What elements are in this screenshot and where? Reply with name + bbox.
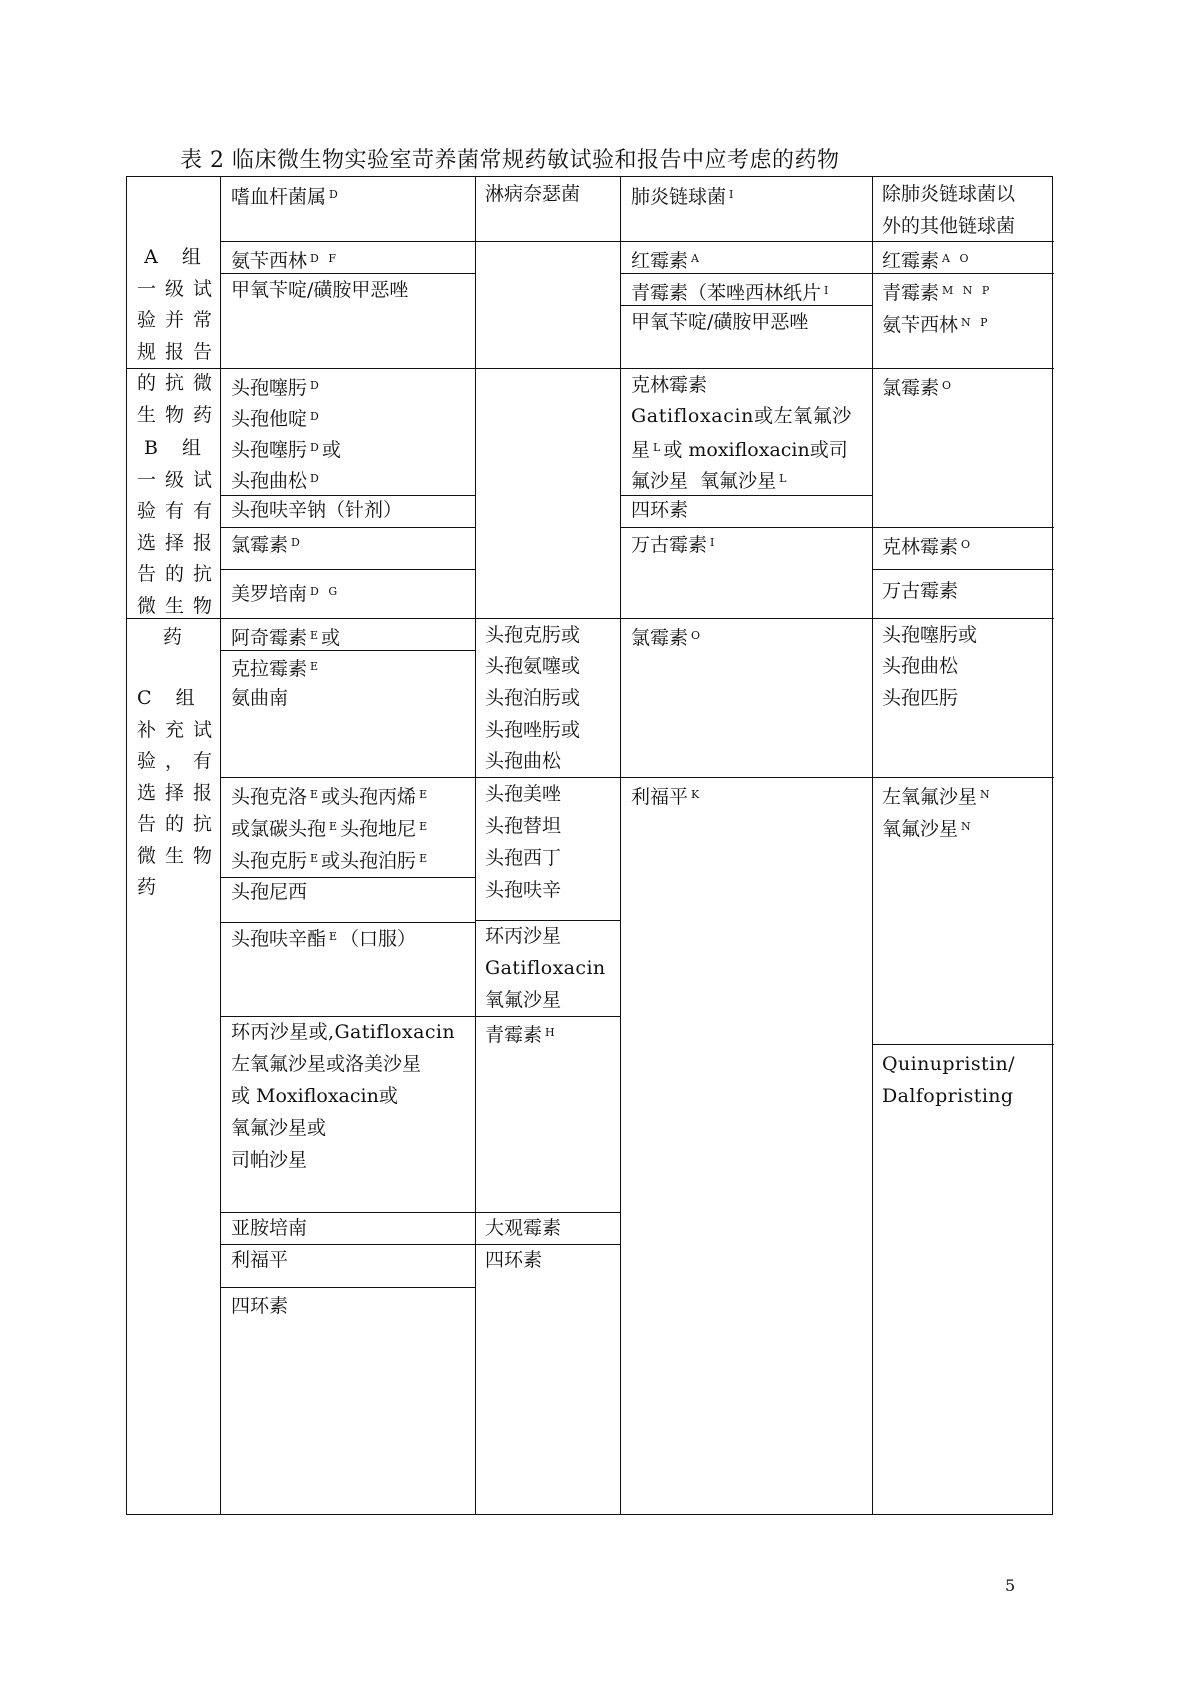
- drug-entry: 头孢噻肟 $^D$或: [231, 439, 341, 461]
- drug-entry: 克林霉素: [631, 374, 708, 396]
- drug-entry: 或氯碳头孢 $^E$头孢地尼 $^E$: [231, 818, 431, 840]
- drug-entry: 左氧氟沙星或洛美沙星: [231, 1053, 422, 1075]
- drug-entry: 头孢呋辛酯 $^E$（口服）: [231, 928, 417, 950]
- drug-entry: 美罗培南 $^{D G}$: [231, 583, 341, 605]
- drug-entry: 头孢西丁: [485, 847, 562, 869]
- drug-entry: 氧氟沙星: [485, 989, 562, 1011]
- drug-entry: 四环素: [485, 1249, 543, 1271]
- group-a-label: A 组 一级试 验并常 规报告 的抗微 生物药: [137, 246, 222, 426]
- drug-entry: 氟沙星 氧氟沙星 $^L$: [631, 470, 790, 492]
- drug-entry: 红霉素 $^{A O}$: [882, 250, 972, 272]
- drug-entry: 青霉素 $^H$: [485, 1024, 558, 1046]
- drug-entry: 万古霉素: [882, 580, 959, 602]
- drug-entry: 甲氧苄啶/磺胺甲恶唑: [231, 279, 409, 301]
- divider: [872, 527, 1054, 528]
- header-pneumoniae: 肺炎链球菌 $^I$: [631, 186, 737, 208]
- drug-table: [126, 176, 1053, 1515]
- drug-entry: 头孢替坦: [485, 815, 562, 837]
- drug-entry: 司帕沙星: [231, 1149, 308, 1171]
- drug-entry: 氯霉素 $^D$: [231, 534, 303, 556]
- drug-entry: 氨曲南: [231, 687, 289, 709]
- drug-entry: 利福平 $^K$: [631, 786, 703, 808]
- drug-entry: 头孢泊肟或: [485, 687, 581, 709]
- drug-entry: 头孢曲松: [485, 750, 562, 772]
- drug-entry: 头孢他啶 $^D$: [231, 408, 322, 430]
- divider: [220, 569, 475, 570]
- drug-entry: 头孢克肟或: [485, 624, 581, 646]
- drug-entry: 头孢呋辛钠（针剂）: [231, 499, 403, 521]
- drug-entry: 大观霉素: [485, 1217, 562, 1239]
- drug-entry: 头孢美唑: [485, 783, 562, 805]
- group-b-label: B 组 一级试 验有有 选择报 告的抗 微生物 药: [137, 437, 222, 648]
- drug-entry: 四环素: [631, 499, 689, 521]
- drug-entry: 氯霉素 $^O$: [882, 377, 955, 399]
- drug-entry: 星 $^L$或 moxifloxacin或司: [631, 439, 848, 461]
- drug-entry: 头孢尼西: [231, 881, 308, 903]
- drug-entry: 青霉素（苯唑西林纸片 $^I$: [631, 282, 832, 304]
- drug-entry: 亚胺培南: [231, 1217, 308, 1239]
- drug-entry: 利福平: [231, 1249, 289, 1271]
- drug-entry: 甲氧苄啶/磺胺甲恶唑: [631, 311, 809, 333]
- drug-entry: 氧氟沙星或: [231, 1117, 327, 1139]
- drug-entry: 氨苄西林 $^{N P}$: [882, 314, 991, 336]
- table-title: 表 2 临床微生物实验室苛养菌常规药敏试验和报告中应考虑的药物: [180, 148, 840, 173]
- drug-entry: 头孢曲松: [882, 655, 959, 677]
- drug-entry: 头孢氨噻或: [485, 655, 581, 677]
- header-other-strep: 除肺炎链球菌以 外的其他链球菌: [882, 183, 1016, 237]
- divider: [220, 777, 1054, 778]
- drug-entry: 氧氟沙星 $^N$: [882, 818, 974, 840]
- drug-entry: 红霉素 $^A$: [631, 250, 702, 272]
- drug-entry: Gatifloxacin或左氧氟沙: [631, 405, 852, 427]
- drug-entry: 左氧氟沙星 $^N$: [882, 786, 993, 808]
- drug-entry: 头孢克洛 $^E$或头孢丙烯 $^E$: [231, 786, 431, 808]
- drug-entry: 或 Moxifloxacin或: [231, 1085, 398, 1107]
- drug-entry: 氯霉素 $^O$: [631, 627, 704, 649]
- col-divider-2: [475, 177, 476, 1514]
- divider: [220, 1287, 475, 1288]
- drug-entry: Dalfopristing: [882, 1085, 1014, 1107]
- drug-entry: Gatifloxacin: [485, 957, 606, 979]
- drug-entry: Quinupristin/: [882, 1053, 1015, 1075]
- drug-entry: 四环素: [231, 1295, 289, 1317]
- group-a-bottom-border: [127, 368, 1054, 369]
- divider: [872, 569, 1054, 570]
- drug-entry: 头孢呋辛: [485, 879, 562, 901]
- drug-entry: 克拉霉素 $^E$: [231, 658, 322, 680]
- drug-entry: 头孢噻肟 $^D$: [231, 377, 322, 399]
- drug-entry: 头孢匹肟: [882, 687, 959, 709]
- drug-entry: 氨苄西林 $^{D F}$: [231, 250, 339, 272]
- drug-entry: 头孢唑肟或: [485, 719, 581, 741]
- group-c-label: C 组 补充试 验，有 选择报 告的抗 微生物 药: [137, 687, 222, 898]
- divider: [872, 1044, 1054, 1045]
- header-gonorrhoeae: 淋病奈瑟菌: [485, 183, 581, 205]
- drug-entry: 克林霉素 $^O$: [882, 536, 974, 558]
- drug-entry: 阿奇霉素 $^E$或: [231, 627, 341, 649]
- drug-entry: 万古霉素 $^I$: [631, 534, 718, 556]
- drug-entry: 头孢噻肟或: [882, 624, 978, 646]
- drug-entry: 环丙沙星: [485, 925, 562, 947]
- group-b-bottom-border: [127, 618, 1054, 619]
- col-divider-3: [620, 177, 621, 1514]
- drug-entry: 青霉素 $^{M N P}$: [882, 282, 993, 304]
- drug-entry: 环丙沙星或,Gatifloxacin: [231, 1021, 456, 1043]
- col-divider-4: [872, 177, 873, 1514]
- drug-entry: 头孢克肟 $^E$或头孢泊肟 $^E$: [231, 850, 431, 872]
- header-haemophilus: 嗜血杆菌属 $^D$: [231, 186, 341, 208]
- page-number: 5: [1005, 1576, 1016, 1595]
- drug-entry: 头孢曲松 $^D$: [231, 470, 322, 492]
